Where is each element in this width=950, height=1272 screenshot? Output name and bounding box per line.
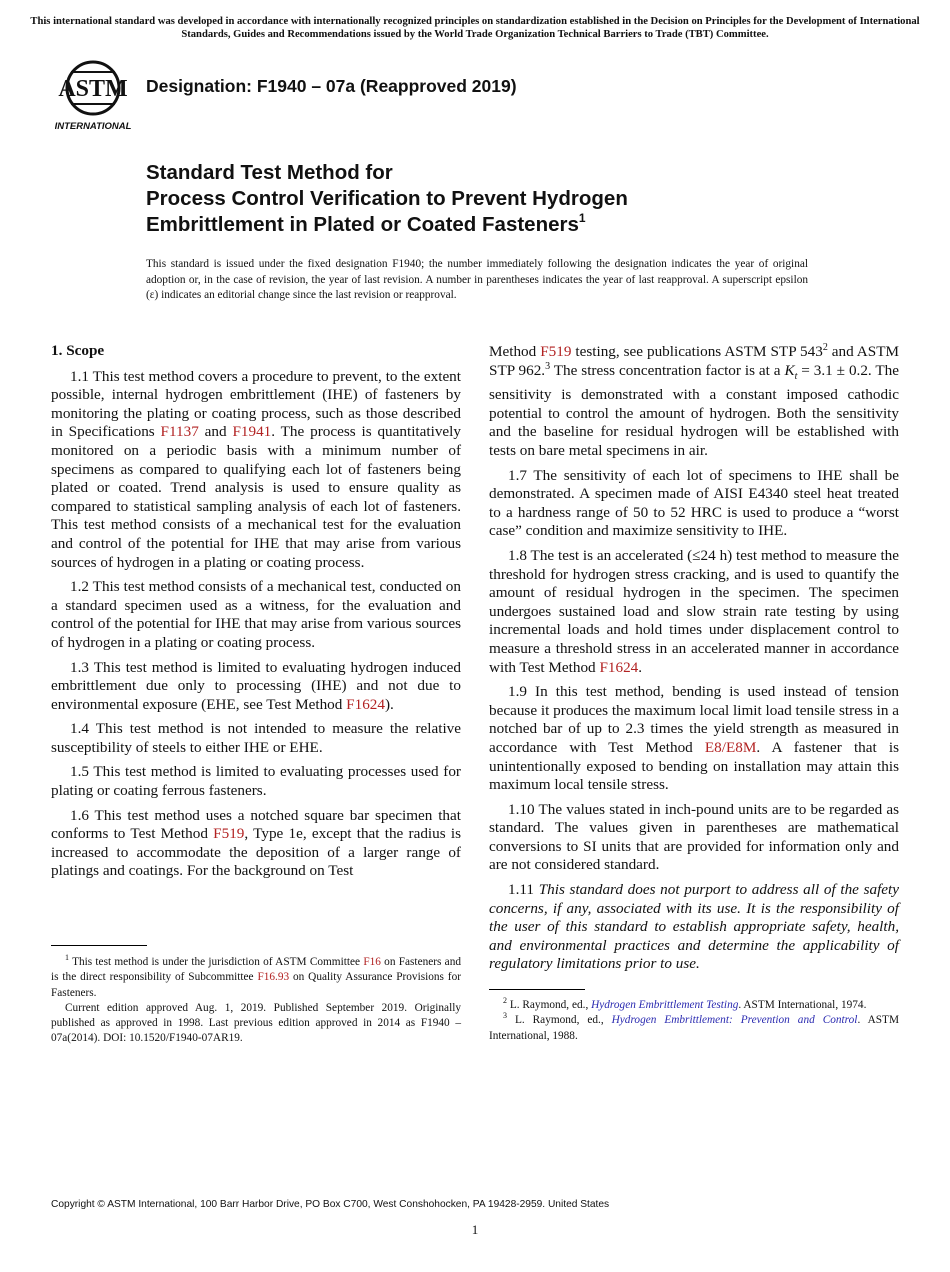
title-line-1: Standard Test Method for bbox=[146, 161, 393, 184]
paragraph-1-7: 1.7 The sensitivity of each lot of specimens to IHE shall be demonstrated. A specimen made of AISI E4340 steel heat treated to a hardness range of 50 to 52 HRC is used to produce a “worst case” condition and maximize sensitivity to IHE. bbox=[489, 466, 899, 540]
astm-logo bbox=[55, 58, 135, 133]
paragraph-1-3: 1.3 This test method is limited to evaluating hydrogen induced embrittlement due only to processing (IHE) and not due to environmental exposure (EHE, see Test Method F1624). bbox=[51, 658, 461, 713]
link-prevention-and-control[interactable]: Hydrogen Embrittlement: Prevention and Control bbox=[611, 1014, 858, 1027]
page-number: 1 bbox=[471, 1222, 479, 1237]
paragraph-1-11: 1.11 This standard does not purport to address all of the safety concerns, if any, associated with its use. It is the responsibility of the user of this standard to establish appropriate safety, health, and environmental practices and determine the applicability of regulatory limitations prior to use. bbox=[489, 881, 899, 973]
section-heading-scope: 1. Scope bbox=[51, 342, 105, 359]
paragraph-1-10: 1.10 The values stated in inch-pound units are to be regarded as standard. The values given in parentheses are mathematical conversions to SI units that are provided for information only and are not considered standard. bbox=[489, 800, 899, 874]
title-line-2: Process Control Verification to Prevent Hydrogen bbox=[146, 187, 628, 210]
standards-notice: This international standard was developed in accordance with internationally recognized principles on standardization established in the Decision on Principles for the Development of International Standards, Guides and Recommendations issued by the World Trade Organization Technical Barriers to Trade (TBT) Committee. bbox=[30, 16, 920, 40]
paragraph-1-2: 1.2 This test method consists of a mechanical test, conducted on a standard specimen used as a witness, for the evaluation and control of the potential for IHE that may arise from various sources of hydrogen in a plating or coating process. bbox=[51, 578, 461, 651]
svg-text:INTERNATIONAL: INTERNATIONAL bbox=[55, 121, 132, 132]
link-f1941[interactable]: F1941 bbox=[232, 423, 272, 441]
link-f1137[interactable]: F1137 bbox=[160, 423, 199, 441]
footnote-divider-left bbox=[51, 945, 147, 946]
paragraph-1-4: 1.4 This test method is not intended to measure the relative susceptibility of steels to either IHE or EHE. bbox=[51, 720, 461, 756]
link-f16[interactable]: F16 bbox=[363, 956, 381, 968]
issued-note: This standard is issued under the fixed designation F1940; the number immediately following the designation indicates the year of original adoption or, in the case of revision, the year of last revision. A number in parentheses indicates the year of last reapproval. A superscript epsilon (ε) indicates an editorial change since the last revision or reapproval. bbox=[146, 258, 808, 301]
link-e8-e8m[interactable]: E8/E8M bbox=[704, 738, 757, 756]
svg-text:ASTM: ASTM bbox=[58, 76, 128, 102]
paragraph-1-6-continued: Method F519 testing, see publications ASTM STP $543^2$ and ASTM STP 962.$^3$ The stress concentration factor is at a $K_t = 3.1 \pm 0.2$. The sensitivity is demonstrated with a constant imposed cathodic potential to control the amount of hydrogen. Both the sensitivity and the baseline for residual hydrogen will be established with tests on bare metal specimens in air. bbox=[489, 342, 899, 459]
link-hydrogen-embrittlement-testing[interactable]: Hydrogen Embrittlement Testing bbox=[591, 999, 739, 1011]
designation: Designation: F1940 – 07a (Reapproved 2019) bbox=[146, 76, 517, 96]
left-column bbox=[51, 342, 461, 887]
edition-note: Current edition approved Aug. 1, 2019. Published September 2019. Originally published as approved in 1998. Last previous edition approved in 2014 as F1940 – 07a(2014). DOI: 10.1520/F1940-07AR19. bbox=[51, 1001, 461, 1045]
title-line-3: Embrittlement in Plated or Coated Fasteners$^1$ bbox=[146, 211, 586, 236]
paragraph-1-6: 1.6 This test method uses a notched square bar specimen that conforms to Test Method F519, Type 1e, except that the radius is increased to accommodate the deposition of a larger range of platings and coatings. For the background on Test bbox=[51, 806, 461, 880]
paragraph-1-5: 1.5 This test method is limited to evaluating processes used for plating or coating ferrous fasteners. bbox=[51, 763, 461, 800]
footnotes-left bbox=[51, 955, 461, 1047]
copyright: Copyright © ASTM International, 100 Barr Harbor Drive, PO Box C700, West Conshohocken, PA 19428-2959. United States bbox=[51, 1199, 610, 1210]
right-column bbox=[489, 343, 899, 980]
paragraph-1-8: 1.8 The test is an accelerated (≤24 h) test method to measure the threshold for hydrogen stress cracking, and is used to quantify the amount of residual hydrogen in the specimen. The specimen undergoes sustained load and slow strain rate testing by using incremental loads and hold times under displacement control to measure a threshold stress in an accelerated manner in accordance with Test Method F1624. bbox=[489, 546, 899, 676]
footnote-3: $^3$ L. Raymond, ed., Hydrogen Embrittlement: Prevention and Control. ASTM International, 1988. bbox=[489, 1011, 899, 1042]
link-f519-2[interactable]: F519 bbox=[540, 343, 572, 360]
footnote-2: $^2$ L. Raymond, ed., Hydrogen Embrittlement Testing. ASTM International, 1974. bbox=[503, 996, 867, 1011]
footnote-divider-right bbox=[489, 989, 585, 990]
footnotes-right bbox=[489, 998, 899, 1044]
footnote-1: $^1$ This test method is under the jurisdiction of ASTM Committee F16 on Fasteners and is the direct responsibility of Subcommittee F16.93 on Quality Assurance Provisions for Fasteners. bbox=[51, 953, 461, 999]
title-footnote-mark[interactable]: 1 bbox=[578, 211, 586, 225]
document-title bbox=[146, 160, 786, 238]
paragraph-1-9: 1.9 In this test method, bending is used instead of tension because it produces the maximum local limit load tensile stress in a notched bar of up to 2.3 times the yield strength as measured in accordance with Test Method E8/E8M. A fastener that is unintentionally exposed to bending on installation may attain this maximum local tensile stress. bbox=[489, 683, 899, 794]
paragraph-1-1: 1.1 This test method covers a procedure to prevent, to the extent possible, internal hydrogen embrittlement (IHE) of fasteners by monitoring the plating or coating process, such as those described in Specifications F1137 and F1941. The process is quantitatively monitored on a periodic basis with a minimum number of specimens as compared to qualifying each lot of fasteners being plated or coated. Trend analysis is used to ensure quality as compared to statistical sampling analysis of each lot of fasteners. This test method consists of a mechanical test for the evaluation and control of the potential for IHE that may arise from various sources of hydrogen in a plating or coating process. bbox=[51, 367, 461, 571]
link-f1624-2[interactable]: F1624 bbox=[599, 658, 639, 676]
link-f16-93[interactable]: F16.93 bbox=[257, 971, 290, 984]
link-f519[interactable]: F519 bbox=[213, 825, 245, 843]
link-f1624[interactable]: F1624 bbox=[346, 695, 385, 713]
